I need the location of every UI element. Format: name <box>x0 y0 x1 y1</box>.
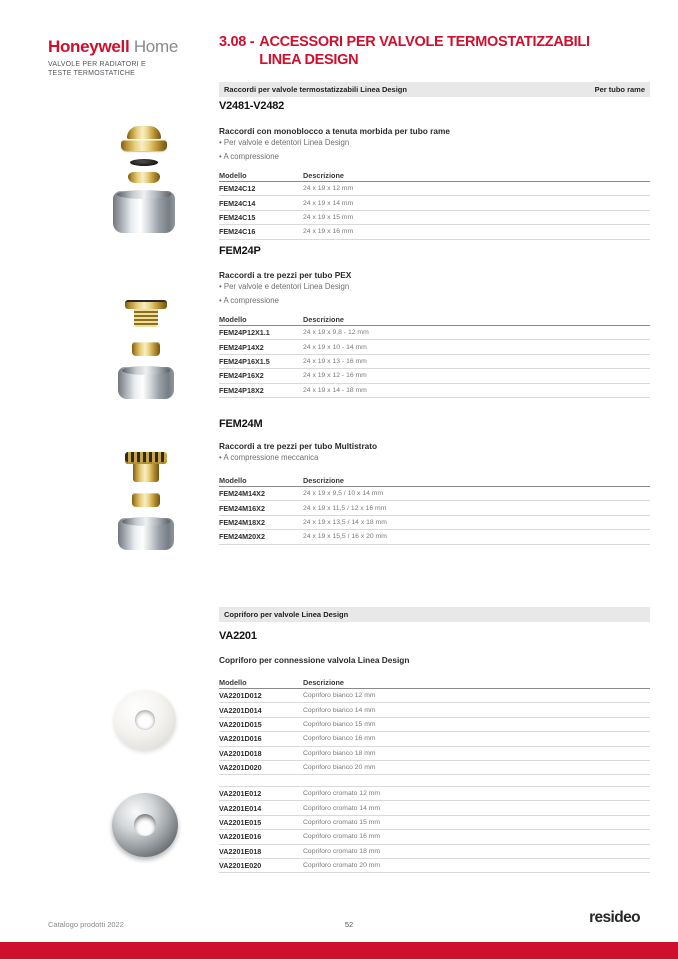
model-cell: FEM24M18X2 <box>219 517 265 527</box>
description-cell: 24 x 19 x 9,5 / 10 x 14 mm <box>303 490 384 498</box>
model-cell: FEM24P16X2 <box>219 371 264 381</box>
section-bar-left-label: Raccordi per valvole termostatizzabili Linea Design <box>224 85 407 94</box>
product-bullets-fem24p <box>219 280 349 307</box>
model-cell: VA2201D014 <box>219 705 262 715</box>
table-row <box>219 182 650 196</box>
model-cell: FEM24C16 <box>219 227 256 237</box>
table-body <box>219 689 650 775</box>
product-heading-v2481: Raccordi con monoblocco a tenuta morbida per tubo rame <box>219 126 450 136</box>
table-row <box>219 816 650 830</box>
table-row <box>219 516 650 530</box>
bullet-item: • Per valvole e detentori Linea Design <box>219 282 350 291</box>
model-cell: VA2201E016 <box>219 832 262 842</box>
description-cell: 24 x 19 x 10 - 14 mm <box>303 343 367 351</box>
table-fem24m <box>219 474 650 545</box>
product-bullets-fem24m <box>219 451 318 465</box>
description-cell: Copriforo bianco 12 mm <box>303 692 376 700</box>
table-row <box>219 501 650 515</box>
table-header-descrizione: Descrizione <box>303 677 344 687</box>
model-cell: FEM24P16X1.5 <box>219 356 270 366</box>
description-cell: Copriforo bianco 14 mm <box>303 706 376 714</box>
table-fem24c <box>219 169 650 240</box>
description-cell: 24 x 19 x 16 mm <box>303 228 354 236</box>
product-image-copriforo-cromato <box>112 793 178 857</box>
table-row <box>219 747 650 761</box>
table-header-modello: Modello <box>219 677 247 687</box>
table-va2201-bianco <box>219 676 650 775</box>
model-cell: VA2201D020 <box>219 763 262 773</box>
description-cell: 24 x 19 x 13,5 / 14 x 18 mm <box>303 518 387 526</box>
table-row <box>219 355 650 369</box>
model-cell: VA2201D018 <box>219 748 262 758</box>
table-header <box>219 313 650 326</box>
product-image-multilayer-fitting <box>117 452 175 550</box>
model-cell: FEM24P18X2 <box>219 385 264 395</box>
table-row <box>219 211 650 225</box>
section-bar-right-label: Per tubo rame <box>594 85 645 94</box>
product-code-va2201: VA2201 <box>219 630 257 642</box>
section-bar-left-label: Copriforo per valvole Linea Design <box>224 610 349 619</box>
model-cell: VA2201E020 <box>219 861 262 871</box>
section-bar-copriforo <box>219 607 650 622</box>
description-cell: 24 x 19 x 11,5 / 12 x 16 mm <box>303 504 387 512</box>
table-header-descrizione: Descrizione <box>303 475 344 485</box>
page-number: 52 <box>344 920 354 929</box>
table-row <box>219 487 650 501</box>
description-cell: Copriforo cromato 14 mm <box>303 804 381 812</box>
model-cell: FEM24C15 <box>219 212 256 222</box>
description-cell: Copriforo cromato 20 mm <box>303 862 381 870</box>
brass-insert-flange <box>125 300 167 309</box>
product-code-fem24m: FEM24M <box>219 418 263 430</box>
product-code-fem24p: FEM24P <box>219 245 261 257</box>
description-cell: 24 x 19 x 12 - 16 mm <box>303 372 367 380</box>
table-header-modello: Modello <box>219 314 247 324</box>
brass-insert-stem <box>133 464 159 482</box>
table-row <box>219 196 650 210</box>
description-cell: 24 x 19 x 9,8 - 12 mm <box>303 329 369 337</box>
bullet-item: • A compressione <box>219 295 279 305</box>
model-cell: FEM24C12 <box>219 184 256 194</box>
description-cell: 24 x 19 x 14 - 18 mm <box>303 386 367 394</box>
table-header <box>219 676 650 689</box>
table-row <box>219 859 650 873</box>
page-title-number: 3.08 - <box>219 34 255 50</box>
table-row <box>219 830 650 844</box>
chrome-nut <box>118 518 174 550</box>
description-cell: 24 x 19 x 15 mm <box>303 213 354 221</box>
table-body <box>219 487 650 545</box>
description-cell: Copriforo cromato 18 mm <box>303 847 381 855</box>
brand-logo-home: Home <box>133 37 178 56</box>
table-header-modello: Modello <box>219 475 247 485</box>
description-cell: 24 x 19 x 14 mm <box>303 199 354 207</box>
table-row <box>219 732 650 746</box>
table-row <box>219 689 650 703</box>
brass-cap-flange <box>121 140 167 151</box>
table-header-modello: Modello <box>219 170 247 180</box>
description-cell: Copriforo cromato 15 mm <box>303 818 381 826</box>
product-heading-va2201: Copriforo per connessione valvola Linea Design <box>219 655 410 665</box>
product-bullets-v2481 <box>219 136 349 163</box>
product-code-v2481-v2482: V2481-V2482 <box>219 100 285 112</box>
table-row <box>219 845 650 859</box>
model-cell: FEM24M16X2 <box>219 503 265 513</box>
description-cell: Copriforo cromato 12 mm <box>303 790 381 798</box>
brass-olive-ring <box>128 172 160 183</box>
model-cell: FEM24C14 <box>219 198 256 208</box>
table-row <box>219 326 650 340</box>
table-header-descrizione: Descrizione <box>303 314 344 324</box>
description-cell: Copriforo bianco 18 mm <box>303 749 376 757</box>
page-title-line2: LINEA DESIGN <box>259 51 359 68</box>
brand-logo <box>48 37 178 57</box>
table-header <box>219 169 650 182</box>
description-cell: 24 x 19 x 13 - 16 mm <box>303 357 367 365</box>
product-image-copriforo-bianco <box>114 690 176 750</box>
table-row <box>219 703 650 717</box>
model-cell: FEM24P14X2 <box>219 342 264 352</box>
product-image-pex-fitting <box>117 300 175 399</box>
chrome-nut <box>118 367 174 399</box>
model-cell: VA2201D016 <box>219 734 262 744</box>
model-cell: VA2201E014 <box>219 803 262 813</box>
brass-compression-ring <box>132 342 160 356</box>
brand-tagline-line1: VALVOLE PER RADIATORI E <box>48 61 146 68</box>
table-row <box>219 340 650 354</box>
table-row <box>219 530 650 544</box>
table-row <box>219 384 650 398</box>
description-cell: Copriforo bianco 16 mm <box>303 735 376 743</box>
page-title-lines <box>259 34 589 69</box>
ridged-insert-cap <box>125 452 167 464</box>
brass-compression-ring <box>132 493 160 507</box>
product-heading-fem24p: Raccordi a tre pezzi per tubo PEX <box>219 270 352 280</box>
description-cell: Copriforo cromato 16 mm <box>303 833 381 841</box>
brass-cap-dome <box>127 126 161 139</box>
table-row <box>219 801 650 815</box>
table-fem24p <box>219 313 650 398</box>
description-cell: Copriforo bianco 15 mm <box>303 720 376 728</box>
model-cell: FEM24M14X2 <box>219 489 265 499</box>
page-title-line1: ACCESSORI PER VALVOLE TERMOSTATIZZABILI <box>259 34 590 50</box>
table-va2201-cromato <box>219 786 650 873</box>
brass-barbed-insert <box>134 309 158 327</box>
footer-accent-bar <box>0 942 678 959</box>
bullet-item: • Per valvole e detentori Linea Design <box>219 138 350 147</box>
table-header-descrizione: Descrizione <box>303 170 344 180</box>
product-heading-fem24m: Raccordi a tre pezzi per tubo Multistrato <box>219 441 378 451</box>
model-cell: VA2201D015 <box>219 719 262 729</box>
model-cell: VA2201E018 <box>219 846 262 856</box>
page-title <box>219 34 590 69</box>
chrome-nut <box>113 191 175 233</box>
resideo-logo: resideo <box>589 909 640 926</box>
section-bar-raccordi <box>219 82 650 97</box>
o-ring <box>130 159 158 166</box>
table-row <box>219 787 650 801</box>
table-body <box>219 326 650 398</box>
table-header <box>219 474 650 487</box>
brand-tagline <box>48 60 178 78</box>
model-cell: VA2201E012 <box>219 789 262 799</box>
bullet-item: • A compressione <box>219 151 279 161</box>
description-cell: 24 x 19 x 12 mm <box>303 185 354 193</box>
model-cell: FEM24P12X1.1 <box>219 328 270 338</box>
brand-tagline-line2: TESTE TERMOSTATICHE <box>48 70 136 78</box>
footer-catalog-label: Catalogo prodotti 2022 <box>48 920 124 929</box>
table-body <box>219 182 650 240</box>
model-cell: VA2201E015 <box>219 817 262 827</box>
bullet-item: • A compressione meccanica <box>219 453 319 462</box>
product-image-copper-fitting <box>112 126 176 233</box>
description-cell: 24 x 19 x 15,5 / 16 x 20 mm <box>303 533 387 541</box>
model-cell: VA2201D012 <box>219 691 262 701</box>
model-cell: FEM24M20X2 <box>219 532 265 542</box>
brand-block <box>48 37 178 78</box>
table-row <box>219 718 650 732</box>
table-body <box>219 786 650 873</box>
table-row <box>219 225 650 239</box>
description-cell: Copriforo bianco 20 mm <box>303 764 376 772</box>
table-row <box>219 369 650 383</box>
table-row <box>219 761 650 775</box>
brand-logo-honeywell: Honeywell <box>48 37 130 56</box>
